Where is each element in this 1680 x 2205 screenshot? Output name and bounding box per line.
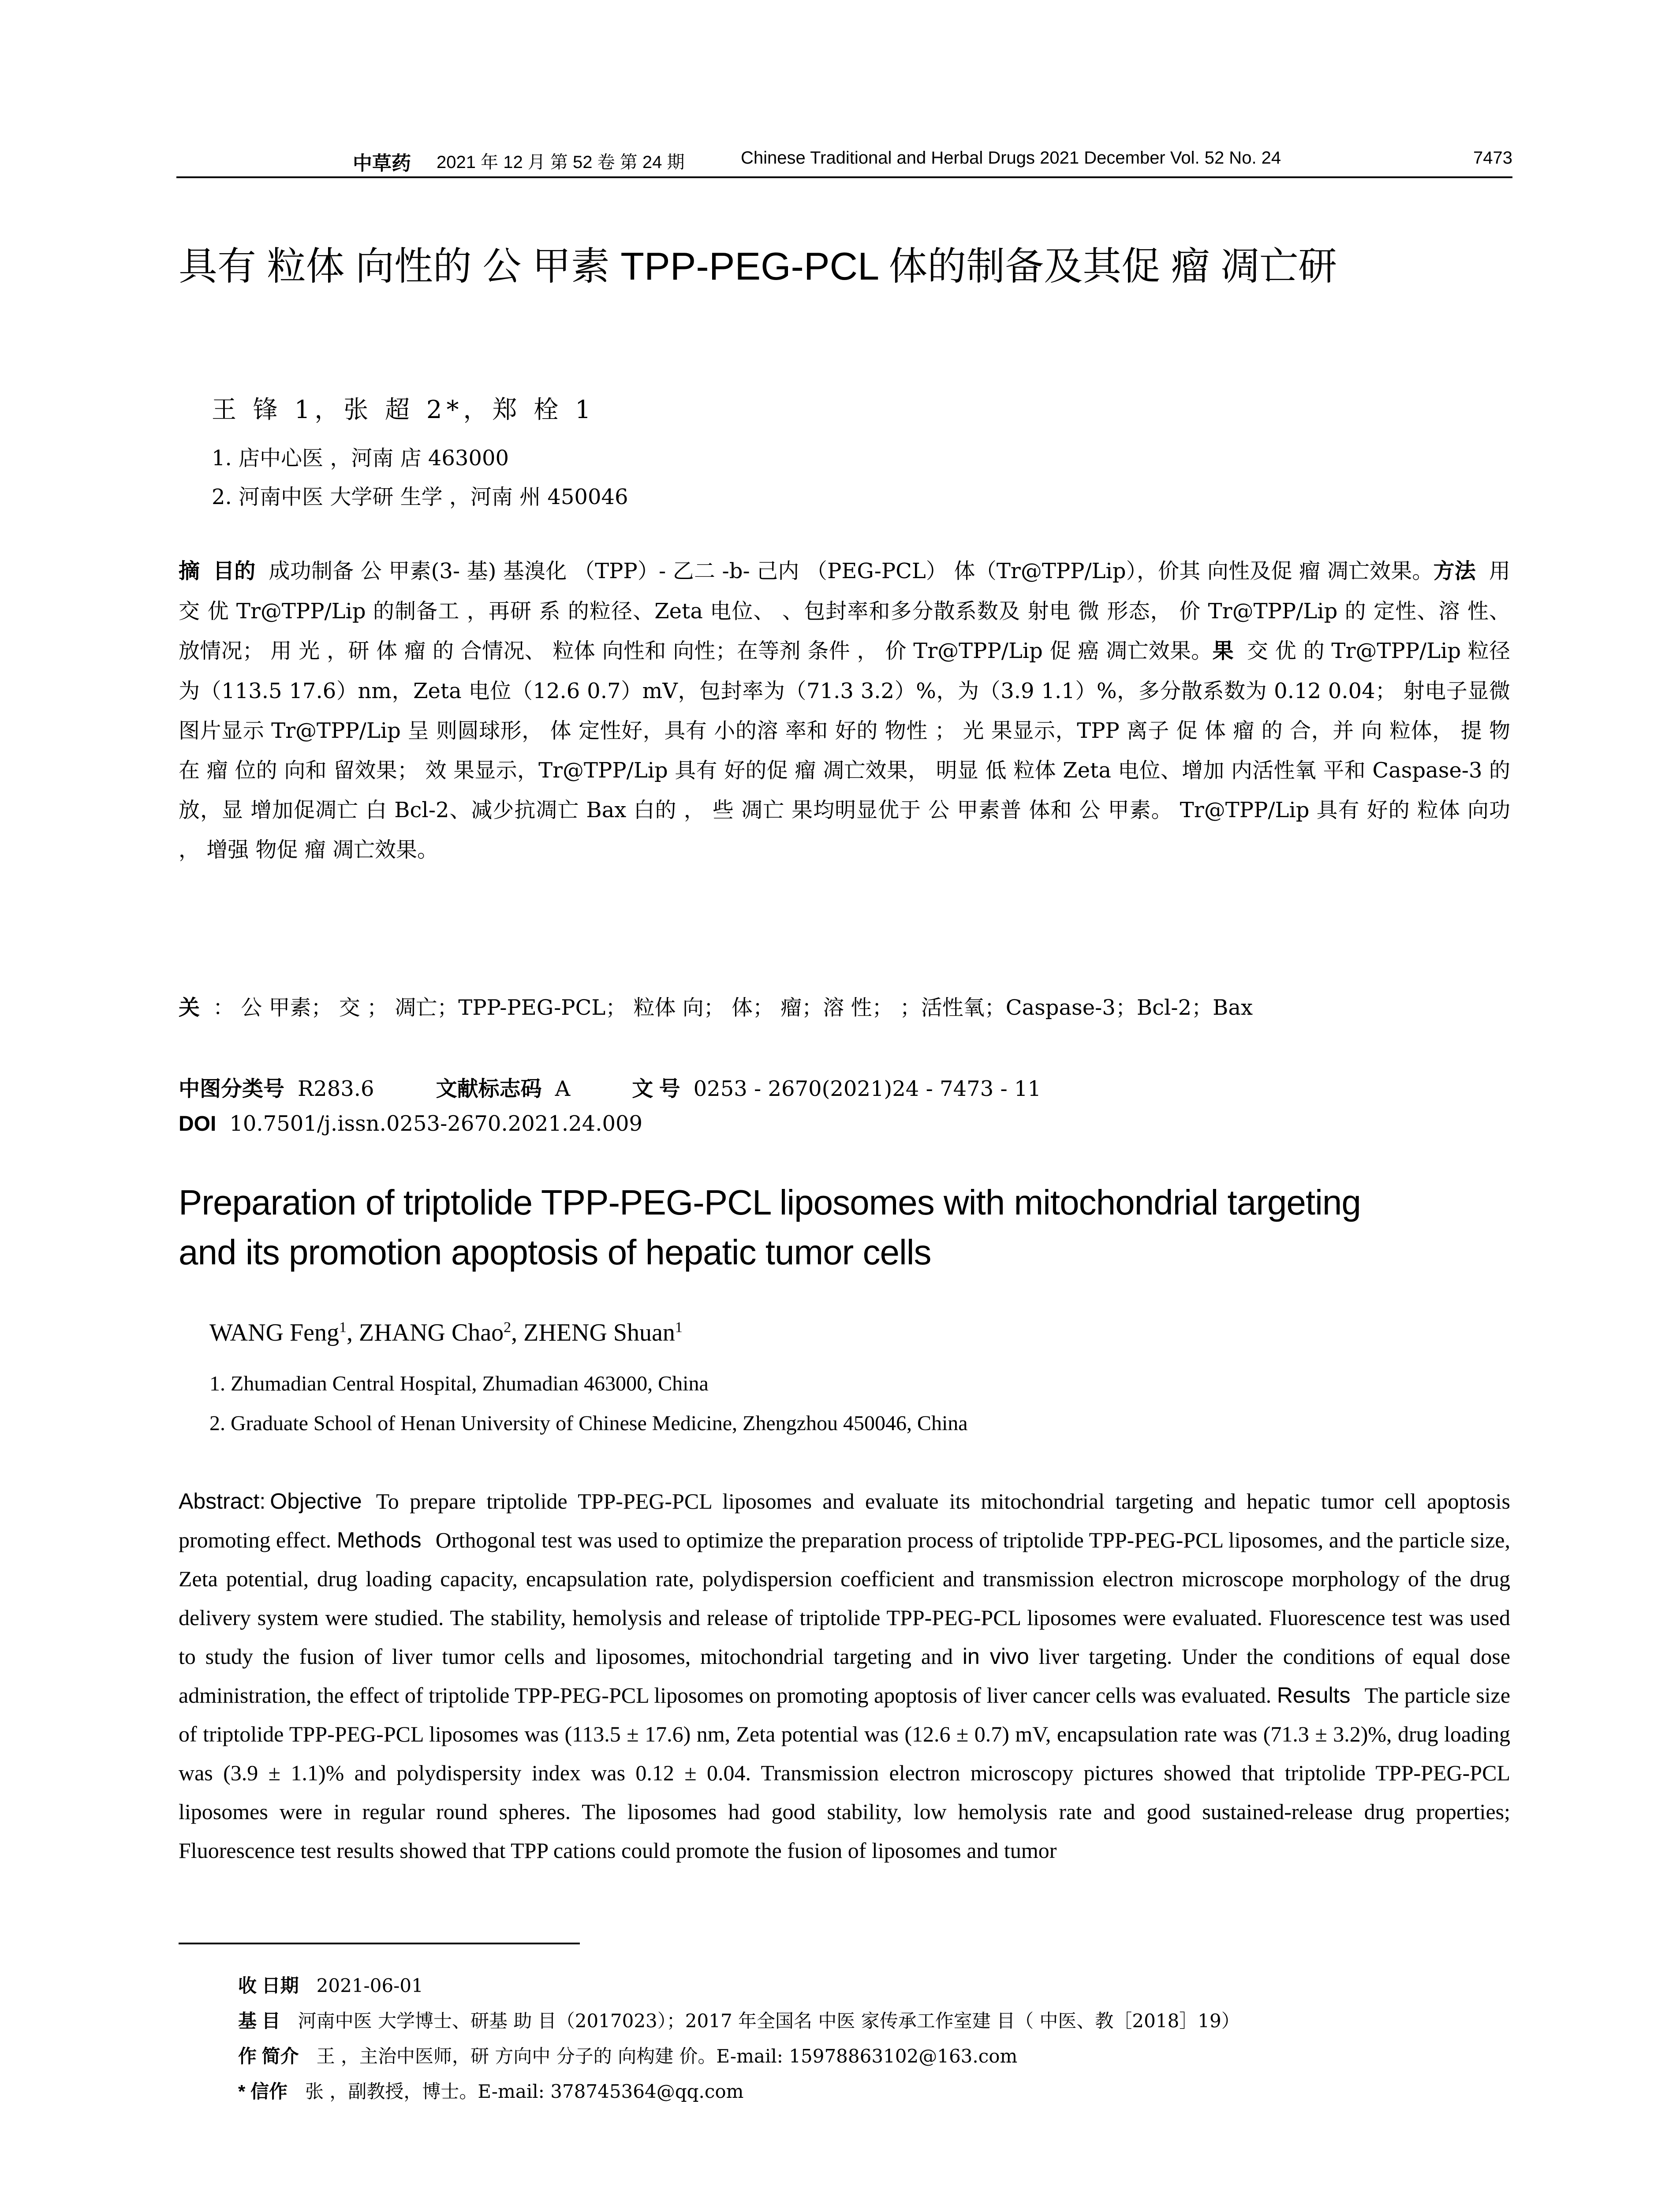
author-bio-value: 王 ，主治中医师，研 方向中 分子的 向构建 价。E-mail: 15978863102@163.com [316,2045,1018,2067]
en-affiliation-1: 1. Zhumadian Central Hospital, Zhumadian 463000, China [209,1372,709,1395]
doi-label: DOI [179,1112,217,1136]
cn-methods-text: 用 交 优 Tr@TPP/Lip 的制备工 ，再研 系 的粒径、Zeta 电位、 、包封率和多分散系数及 射电 微 形态， 价 Tr@TPP/Lip 的 定性、溶 性、 放情况； 用 光 ，研 体 瘤 的 合情况、 粒体 向性和 向性；在等剂 条件 ， 价 Tr@TPP/Lip 促 癌 凋亡效果。 [179,559,1510,663]
en-results-label: Results [1277,1683,1351,1708]
author-2: ZHANG Chao [358,1319,504,1346]
en-title [179,1177,1523,1277]
doc-code-label: 文献标志码 [436,1077,542,1101]
article-no-value: 0253 - 2670(2021)24 - 7473 - 11 [693,1076,1042,1101]
en-objective-label: Objective [270,1489,362,1514]
cn-abstract [179,551,1510,870]
author-1-sup: 1 [339,1319,347,1336]
cn-classification [179,1072,1041,1102]
article-no-label: 文 号 [632,1077,680,1101]
clc-value: R283.6 [298,1076,374,1101]
fund-value: 河南中医 大学博士、研基 助 目（2017023）；2017 年全国名 中医 家传承工作室建 目（ 中医、教［2018］19） [298,2010,1240,2032]
cn-keywords-text: ： 公 甲素； 交 ； 凋亡；TPP-PEG-PCL； 粒体 向； 体； 瘤；溶 性； ；活性氧；Caspase-3；Bcl-2；Bax [213,995,1253,1020]
issue-cn: 2021 年 12 月 第 52 卷 第 24 期 [437,153,685,172]
cn-keywords-label: 关 [179,996,200,1020]
doc-code-value: A [555,1076,571,1101]
cn-authors: 王 锋 1，张 超 2*，郑 栓 1 [212,396,595,424]
footnote-rule [179,1943,580,1944]
clc-label: 中图分类号 [179,1077,285,1101]
author-1: WANG Feng [209,1319,339,1346]
received-label: 收 日期 [238,1975,299,1996]
en-title-line-2: and its promotion apoptosis of hepatic tumor cells [179,1233,931,1272]
fund-label: 基 目 [238,2011,280,2031]
doi-value: 10.7501/j.issn.0253-2670.2021.24.009 [229,1111,643,1136]
cn-doi [179,1111,642,1136]
en-methods-text-2: liver targeting. Under the conditions of equal dose administration, the effect of triptolide TPP-PEG-PCL liposomes on promoting apoptosis of liver cancer cells was evaluated. [179,1644,1511,1708]
author-3-sup: 1 [675,1319,683,1336]
cn-results-label: 果 [1212,639,1234,663]
corr-label: * 信作 [238,2081,288,2102]
journal-brand: 中草药 [353,152,411,175]
header-rule [176,176,1512,178]
en-abstract [179,1482,1510,1870]
issue-en: Chinese Traditional and Herbal Drugs 2021 December Vol. 52 No. 24 [741,148,1281,168]
cn-abstract-label: 摘 [179,560,200,583]
en-methods-text-1: Orthogonal test was used to optimize the preparation process of triptolide TPP-PEG-PCL liposomes, and the particle size, Zeta potential, drug loading capacity, encapsulation rate, polydispersion coefficient and transmission electron microscope morphology of the drug delivery system were studied. The stability, hemolysis and release of triptolide TPP-PEG-PCL liposomes were evaluated. Fluorescence test was used to study the fusion of liver tumor cells and liposomes, mitochondrial targeting and [179,1528,1510,1669]
en-results-text: The particle size of triptolide TPP-PEG-PCL liposomes was (113.5 ± 17.6) nm, Zeta potential was (12.6 ± 0.7) mV, encapsulation rate was (71.3 ± 3.2)%, drug loading was (3.9 ± 1.1)% and polydispersity index was 0.12 ± 0.04. Transmission electron microscopy pictures showed that triptolide TPP-PEG-PCL liposomes were in regular round spheres. The liposomes had good stability, low hemolysis rate and good sustained-release drug properties; Fluorescence test results showed that TPP cations could promote the fusion of liposomes and tumor [179,1683,1511,1863]
cn-methods-label: 方法 [1433,560,1476,583]
cn-objective-label: 目的 [213,560,256,583]
cn-affiliation-2: 2. 河南中医 大学研 生学 ，河南 州 450046 [212,485,628,509]
footnote-fund [238,2007,1240,2033]
received-value: 2021-06-01 [316,1975,423,1996]
author-bio-label: 作 简介 [238,2046,299,2067]
cn-title: 具有 粒体 向性的 公 甲素 TPP-PEG-PCL 体的制备及其促 瘤 凋亡研 [179,244,1337,288]
cn-keywords [179,988,1510,1028]
cn-objective-text: 成功制备 公 甲素(3- 基) 基溴化 （TPP）- 乙二 -b- 己内 （PEG-PCL） 体（Tr@TPP/Lip），价其 向性及促 瘤 凋亡效果。 [269,559,1434,583]
en-objective-text: To prepare triptolide TPP-PEG-PCL liposomes and evaluate its mitochondrial targeting and hepatic tumor cell apoptosis promoting effect. [179,1489,1510,1552]
footnote-received [238,1971,423,1998]
author-3: ZHENG Shuan [523,1319,675,1346]
en-abstract-label: Abstract: [179,1489,266,1514]
en-methods-label: Methods [336,1528,422,1552]
corr-value: 张 ，副教授，博士。E-mail: 378745364@qq.com [305,2081,744,2102]
en-authors: WANG Feng$^1$, ZHANG Chao$^2$, ZHENG Shuan$^1$ [209,1319,683,1346]
page-number: 7473 [1473,148,1512,168]
footnote-author [238,2042,1017,2068]
cn-affiliation-1: 1. 店中心医 ，河南 店 463000 [212,446,509,471]
en-affiliation-2: 2. Graduate School of Henan University of Chinese Medicine, Zhengzhou 450046, China [209,1412,968,1435]
en-title-line-1: Preparation of triptolide TPP-PEG-PCL liposomes with mitochondrial targeting [179,1183,1361,1222]
author-2-sup: 2 [504,1319,511,1336]
in-vivo-italic: in vivo [962,1644,1029,1669]
cn-results-text: 交 优 的 Tr@TPP/Lip 粒径为（113.5 17.6）nm，Zeta 电位（12.6 0.7）mV，包封率为（71.3 3.2）%，为（3.9 1.1）%，多分散系数为 0.12 0.04； 射电子显微 图片显示 Tr@TPP/Lip 呈 则圆球形， 体 定性好，具有 小的溶 率和 好的 物性 ； 光 果显示，TPP 离子 促 体 瘤 的 合，并 向 粒体， 提 物在 瘤 位的 向和 留效果； 效 果显示，Tr@TPP/Lip 具有 好的促 瘤 凋亡效果， 明显 低 粒体 Zeta 电位、增加 内活性氧 平和 Caspase-3 的 放，显 增加促凋亡 白 Bcl-2、减少抗凋亡 Bax 白的 ， 些 凋亡 果均明显优于 公 甲素普 体和 公 甲素。 Tr@TPP/Lip 具有 好的 粒体 向功 ， 增强 物促 瘤 凋亡效果。 [179,639,1510,862]
running-header [176,146,1512,176]
footnote-corresponding [238,2077,743,2104]
